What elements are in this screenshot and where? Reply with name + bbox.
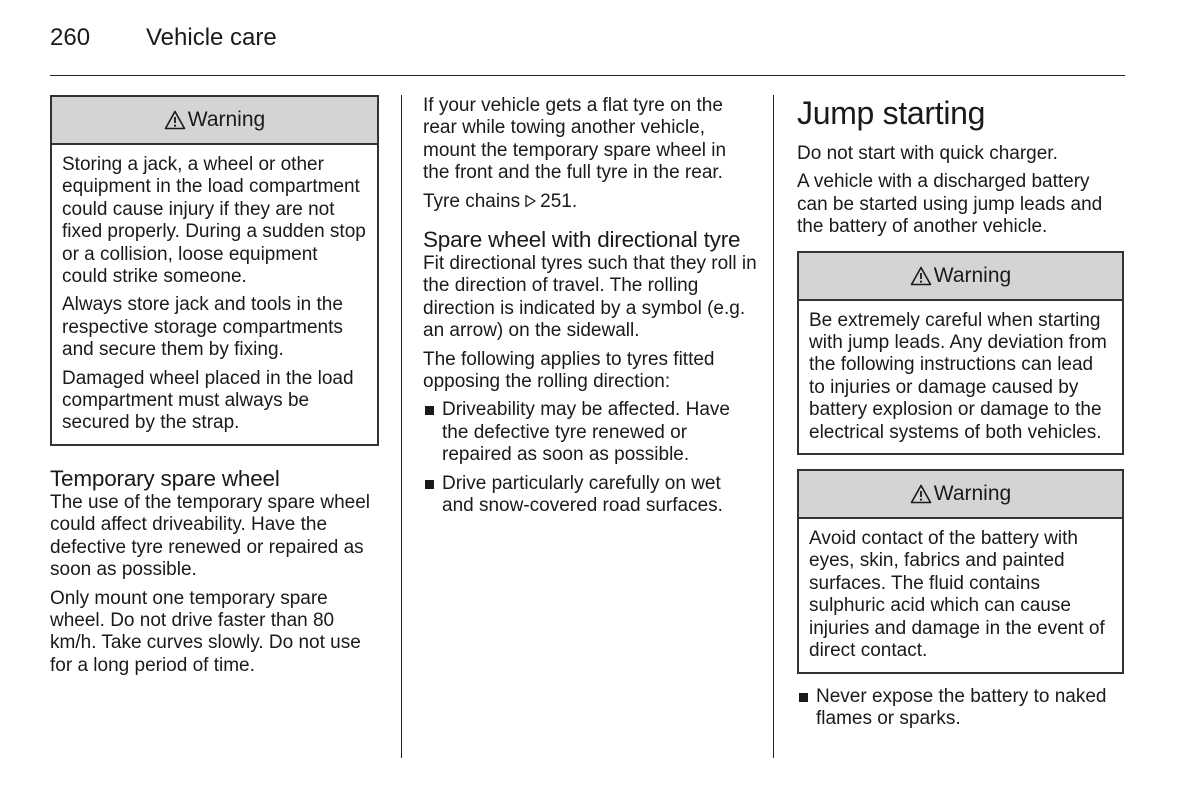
- warning-header: [799, 253, 1122, 301]
- warning-title: Warning: [187, 108, 266, 131]
- body-paragraph: A vehicle with a discharged battery can be started using jump leads and the battery of another vehicle.: [797, 171, 1103, 238]
- warning-paragraph: Be extremely careful when starting with jump leads. Any deviation from the following instructions can lead to injuries or damage caused by battery explosion or damage to the electrical systems of both vehicles.: [809, 309, 1107, 443]
- warning-box-jump-leads: [797, 251, 1124, 455]
- list-item: Never expose the battery to naked flames or sparks.: [797, 686, 1124, 731]
- temporary-spare-wheel-heading: Temporary spare wheel: [50, 465, 280, 491]
- warning-triangle-icon: [910, 484, 932, 504]
- body-paragraph: Only mount one temporary spare wheel. Do not drive faster than 80 km/h. Take curves slowly. Do not use for a long period of time.: [50, 587, 361, 676]
- warning-paragraph: Damaged wheel placed in the load compartment must always be secured by the strap.: [62, 367, 354, 434]
- warning-title: Warning: [933, 263, 1012, 287]
- warning-header: [52, 97, 377, 145]
- column-divider-1: [401, 95, 402, 758]
- warning-box-storage: [50, 95, 379, 446]
- directional-tyre-heading: Spare wheel with directional tyre: [423, 227, 741, 253]
- body-paragraph: Do not start with quick charger.: [797, 143, 1058, 164]
- page-reference-link[interactable]: 251.: [540, 190, 578, 212]
- column-2: [423, 95, 757, 524]
- bullet-list: [423, 399, 757, 517]
- column-1: [50, 95, 379, 683]
- header-rule: [50, 75, 1125, 76]
- jump-starting-heading: Jump starting: [797, 95, 986, 131]
- list-item: Drive particularly carefully on wet and snow-covered road surfaces.: [423, 473, 757, 518]
- bullet-square-icon: [425, 406, 434, 415]
- warning-header: [799, 471, 1122, 519]
- warning-paragraph: Storing a jack, a wheel or other equipment in the load compartment could cause injury if they are not fixed properly. During a sudden stop or a collision, loose equipment could strike someone.: [62, 154, 366, 288]
- column-3: [797, 95, 1124, 736]
- bullet-list: [797, 686, 1124, 731]
- list-item: Driveability may be affected. Have the defective tyre renewed or repaired as soon as possible.: [423, 399, 757, 466]
- tyre-chains-text: Tyre chains: [423, 190, 521, 212]
- page-reference-arrow-icon: [523, 194, 537, 208]
- body-paragraph: If your vehicle gets a flat tyre on the rear while towing another vehicle, mount the temporary spare wheel in the front and the full tyre in the rear.: [423, 95, 727, 184]
- column-divider-2: [773, 95, 774, 758]
- warning-paragraph: Always store jack and tools in the respective storage compartments and secure them by fixing.: [62, 294, 343, 361]
- body-paragraph: The following applies to tyres fitted opposing the rolling direction:: [423, 348, 715, 393]
- warning-paragraph: Avoid contact of the battery with eyes, skin, fabrics and painted surfaces. The fluid contains sulphuric acid which can cause injuries and damage in the event of direct contact.: [809, 528, 1105, 662]
- body-paragraph: The use of the temporary spare wheel could affect driveability. Have the defective tyre renewed or repaired as soon as possible.: [50, 491, 371, 581]
- bullet-square-icon: [799, 693, 808, 702]
- section-title: Vehicle care: [146, 24, 277, 51]
- warning-box-battery-acid: [797, 469, 1124, 673]
- warning-triangle-icon: [910, 266, 932, 286]
- page-number: 260: [50, 24, 91, 51]
- warning-triangle-icon: [164, 110, 186, 130]
- warning-title: Warning: [933, 482, 1012, 506]
- body-paragraph: Fit directional tyres such that they roll in the direction of travel. The rolling direction is indicated by a symbol (e.g. an arrow) on the sidewall.: [423, 253, 757, 342]
- bullet-square-icon: [425, 480, 434, 489]
- tyre-chains-reference: [423, 191, 757, 213]
